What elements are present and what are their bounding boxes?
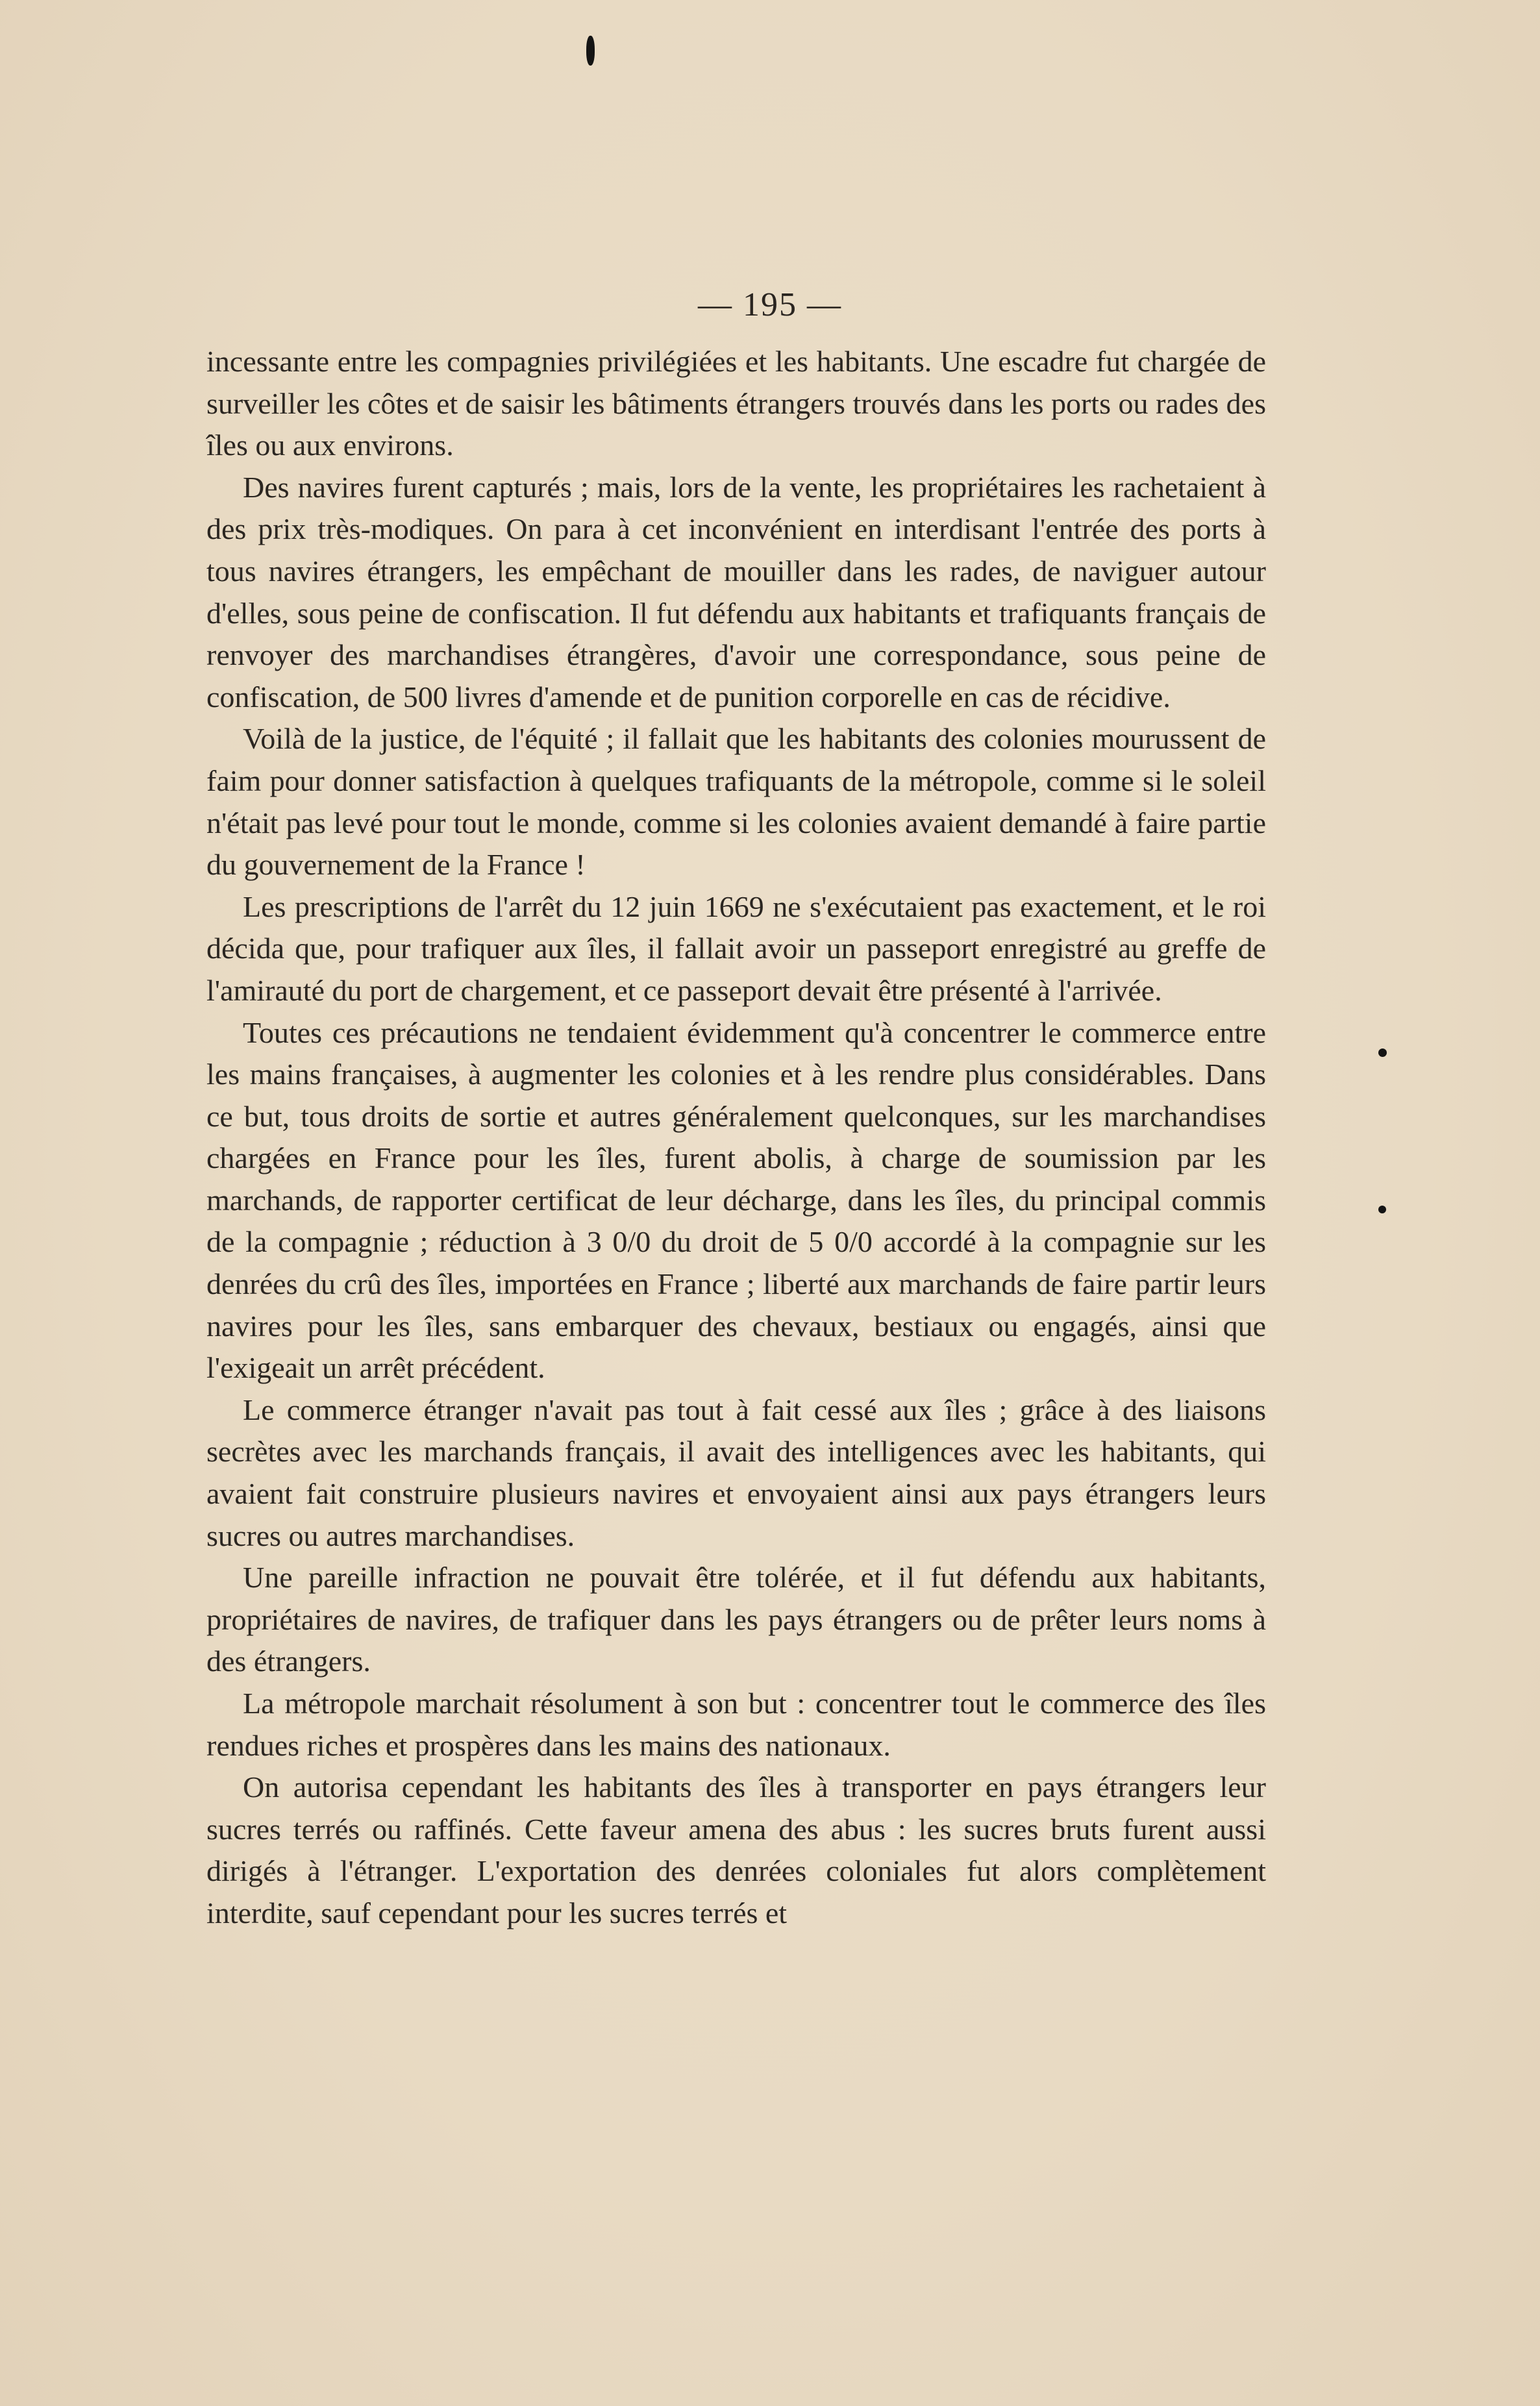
paragraph: Voilà de la justice, de l'équité ; il fallait que les habitants des colonies mourussent de faim pour donner satisfaction à quelques trafiquants de la métropole, comme si le soleil n'était pas levé pour tout le monde, comme si les colonies avaient demandé à faire partie du gouvernement de la France !	[206, 722, 1266, 882]
paragraph: Toutes ces précautions ne tendaient évidemment qu'à concentrer le commerce entre les mains françaises, à augmenter les colonies et à les rendre plus considérables. Dans ce but, tous droits de sortie et autres généralement quelconques, sur les marchandises chargées en France pour les îles, furent abolis, à charge de soumission par les marchands, de rapporter certificat de leur décharge, dans les îles, du principal commis de la compagnie ; réduction à 3 0/0 du droit de 5 0/0 accordé à la compagnie sur les denrées du crû des îles, importées en France ; liberté aux marchands de faire partir leurs navires pour les îles, sans embarquer des chevaux, bestiaux ou engagés, ainsi que l'exigeait un arrêt précédent.	[206, 1015, 1266, 1385]
paragraph: Le commerce étranger n'avait pas tout à fait cessé aux îles ; grâce à des liaisons secrètes avec les marchands français, il avait des intelligences avec les habitants, qui avaient fait construire plusieurs navires et envoyaient ainsi aux pays étrangers leurs sucres ou autres marchandises.	[206, 1393, 1266, 1552]
paragraph: Une pareille infraction ne pouvait être tolérée, et il fut défendu aux habitants, propriétaires de navires, de trafiquer dans les pays étrangers ou de prêter leurs noms à des étrangers.	[206, 1561, 1266, 1678]
ink-speck	[586, 36, 595, 66]
paragraph: Les prescriptions de l'arrêt du 12 juin 1669 ne s'exécutaient pas exactement, et le roi décida que, pour trafiquer aux îles, il fallait avoir un passeport enregistré au greffe de l'amirauté du port de chargement, et ce passeport devait être présenté à l'arrivée.	[206, 889, 1266, 1007]
ink-speck	[1378, 1206, 1386, 1213]
page-number: — 195 —	[698, 286, 842, 323]
paragraph: La métropole marchait résolument à son but : concentrer tout le commerce des îles rendues riches et prospères dans les mains des nationaux.	[206, 1687, 1266, 1762]
paragraph: On autorisa cependant les habitants des îles à transporter en pays étrangers leur sucres terrés ou raffinés. Cette faveur amena des abus : les sucres bruts furent aussi dirigés à l'étranger. L'exportation des denrées coloniales fut alors complètement interdite, sauf cependant pour les sucres terrés et	[206, 1770, 1266, 1929]
body-text	[206, 341, 1266, 1935]
paragraph: incessante entre les compagnies privilégiées et les habitants. Une escadre fut chargée de surveiller les côtes et de saisir les bâtiments étrangers trouvés dans les ports ou rades des îles ou aux environs.	[206, 345, 1266, 462]
ink-speck	[1378, 1048, 1387, 1057]
paragraph: Des navires furent capturés ; mais, lors de la vente, les propriétaires les rachetaient à des prix très-modiques. On para à cet inconvénient en interdisant l'entrée des ports à tous navires étrangers, les empêchant de mouiller dans les rades, de naviguer autour d'elles, sous peine de confiscation. Il fut défendu aux habitants et trafiquants français de renvoyer des marchandises étrangères, d'avoir une correspondance, sous peine de confiscation, de 500 livres d'amende et de punition corporelle en cas de récidive.	[206, 470, 1266, 713]
